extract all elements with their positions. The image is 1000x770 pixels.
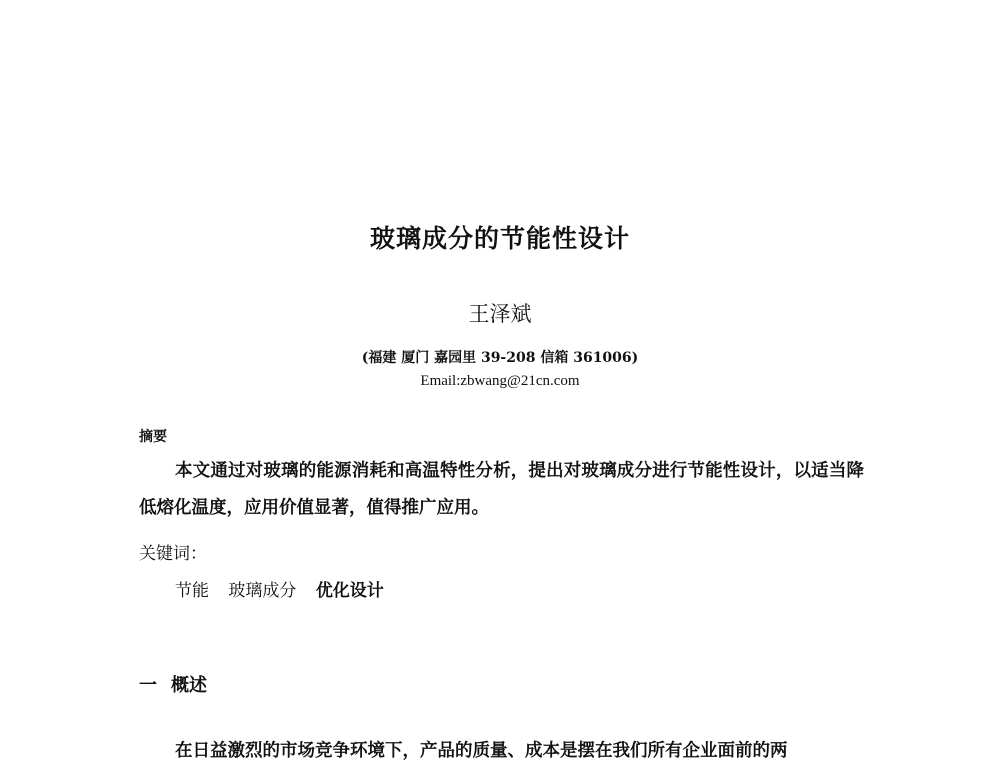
author-email: Email:zbwang@21cn.com xyxy=(420,373,580,389)
abstract-text: 本文通过对玻璃的能源消耗和高温特性分析，提出对玻璃成分进行节能性设计，以适当降低熔化温度，应用价值显著，值得推广应用。 xyxy=(139,461,864,518)
keyword-item: 节能 xyxy=(175,581,209,601)
abstract-heading: 摘要 xyxy=(139,429,167,445)
author-address: (福建 厦门 嘉园里 39-208 信箱 361006) xyxy=(361,350,639,366)
section-number: 一 xyxy=(139,675,157,696)
keyword-item: 玻璃成分 xyxy=(228,581,297,601)
keyword-item: 优化设计 xyxy=(315,581,384,601)
section-body-text: 在日益激烈的市场竞争环境下，产品的质量、成本是摆在我们所有企业面前的两 xyxy=(175,741,788,761)
author-name: 王泽斌 xyxy=(468,302,532,326)
keywords-list xyxy=(175,576,398,601)
section-title: 概述 xyxy=(171,675,207,696)
paper-title: 玻璃成分的节能性设计 xyxy=(369,224,630,253)
section-heading xyxy=(139,671,207,697)
keywords-heading: 关键词： xyxy=(139,544,207,564)
